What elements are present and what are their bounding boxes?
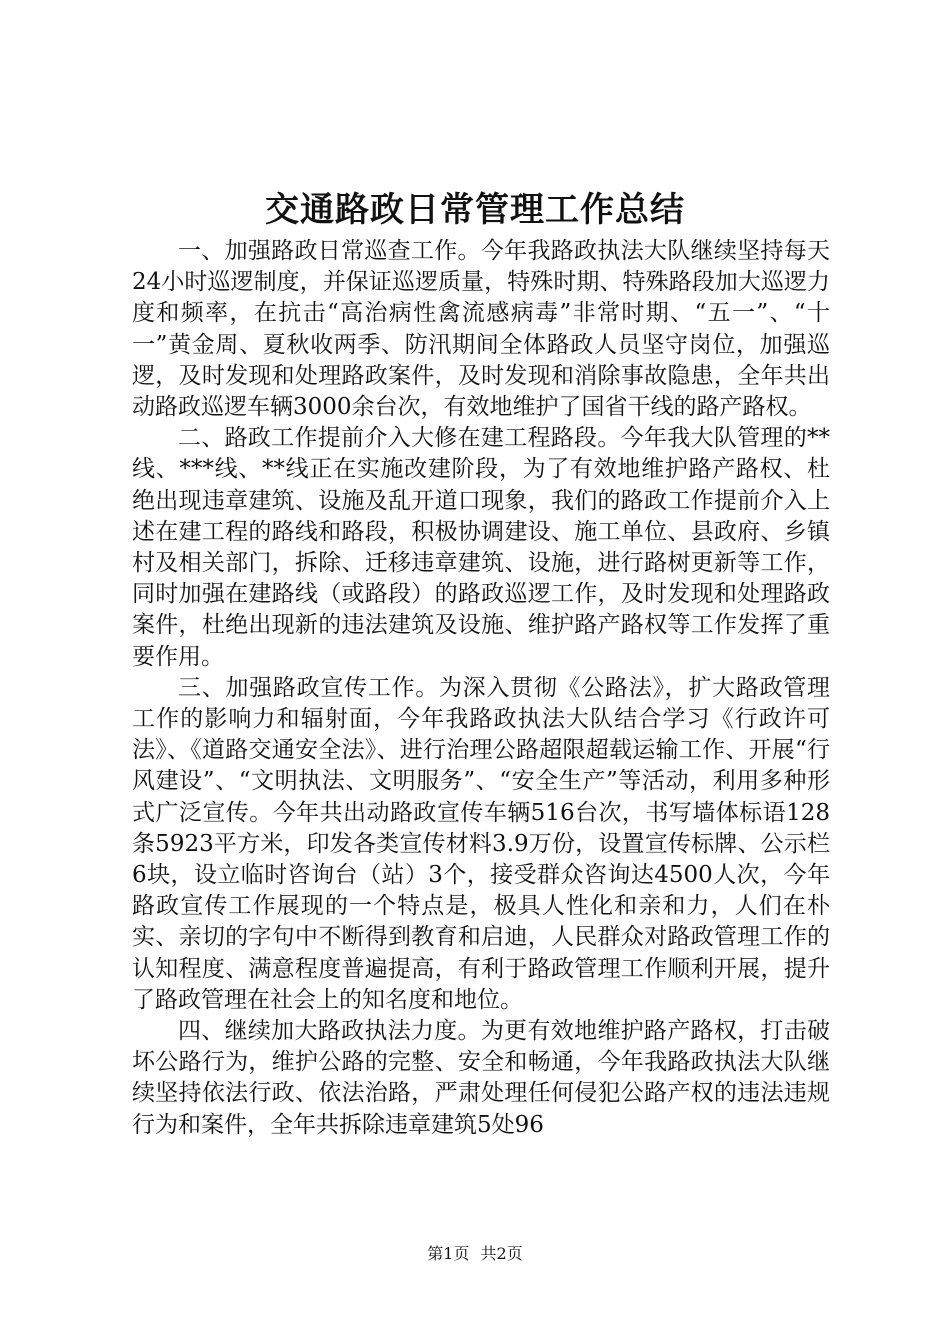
document-body — [132, 236, 830, 1141]
paragraph-1: 一、加强路政日常巡查工作。今年我路政执法大队继续坚持每天24小时巡逻制度，并保证巡逻质量，特殊时期、特殊路段加大巡逻力度和频率，在抗击“高治病性禽流感病毒”非常时期、“五一”、“十一”黄金周、夏秋收两季、防汛期间全体路政人员坚守岗位，加强巡逻，及时发现和处理路政案件，及时发现和消除事故隐患，全年共出动路政巡逻车辆3000余台次，有效地维护了国省干线的路产路权。 — [132, 238, 830, 421]
page-number-total: 共2页 — [480, 1244, 523, 1263]
paragraph-4: 四、继续加大路政执法力度。为更有效地维护路产路权，打击破坏公路行为，维护公路的完整、安全和畅通，今年我路政执法大队继续坚持依法行政、依法治路，严肃处理任何侵犯公路产权的违法违规行为和案件，全年共拆除违章建筑5处96 — [132, 1018, 830, 1138]
paragraph-2: 二、路政工作提前介入大修在建工程路段。今年我大队管理的**线、***线、**线正在实施改建阶段，为了有效地维护路产路权、杜绝出现违章建筑、设施及乱开道口现象，我们的路政工作提前介入上述在建工程的路线和路段，积极协调建设、施工单位、县政府、乡镇村及相关部门，拆除、迁移违章建筑、设施，进行路树更新等工作，同时加强在建路线（或路段）的路政巡逻工作，及时发现和处理路政案件，杜绝出现新的违法建筑及设施、维护路产路权等工作发挥了重要作用。 — [132, 425, 830, 670]
document-title: 交通路政日常管理工作总结 — [265, 190, 685, 230]
paragraph-3: 三、加强路政宣传工作。为深入贯彻《公路法》，扩大路政管理工作的影响力和辐射面，今年我路政执法大队结合学习《行政许可法》、《道路交通安全法》、进行治理公路超限超载运输工作、开展“行风建设”、“文明执法、文明服务”、“安全生产”等活动，利用多种形式广泛宣传。今年共出动路政宣传车辆516台次，书写墙体标语128条5923平方米，印发各类宣传材料3.9万份，设置宣传标牌、公示栏6块，设立临时咨询台（站）3个，接受群众咨询达4500人次，今年路政宣传工作展现的一个特点是，极具人性化和亲和力，人们在朴实、亲切的字句中不断得到教育和启迪，人民群众对路政管理工作的认知程度、满意程度普遍提高，有利于路政管理工作顺利开展，提升了路政管理在社会上的知名度和地位。 — [132, 674, 830, 1013]
page-number-current: 第1页 — [427, 1244, 470, 1263]
page-footer — [0, 1242, 950, 1266]
